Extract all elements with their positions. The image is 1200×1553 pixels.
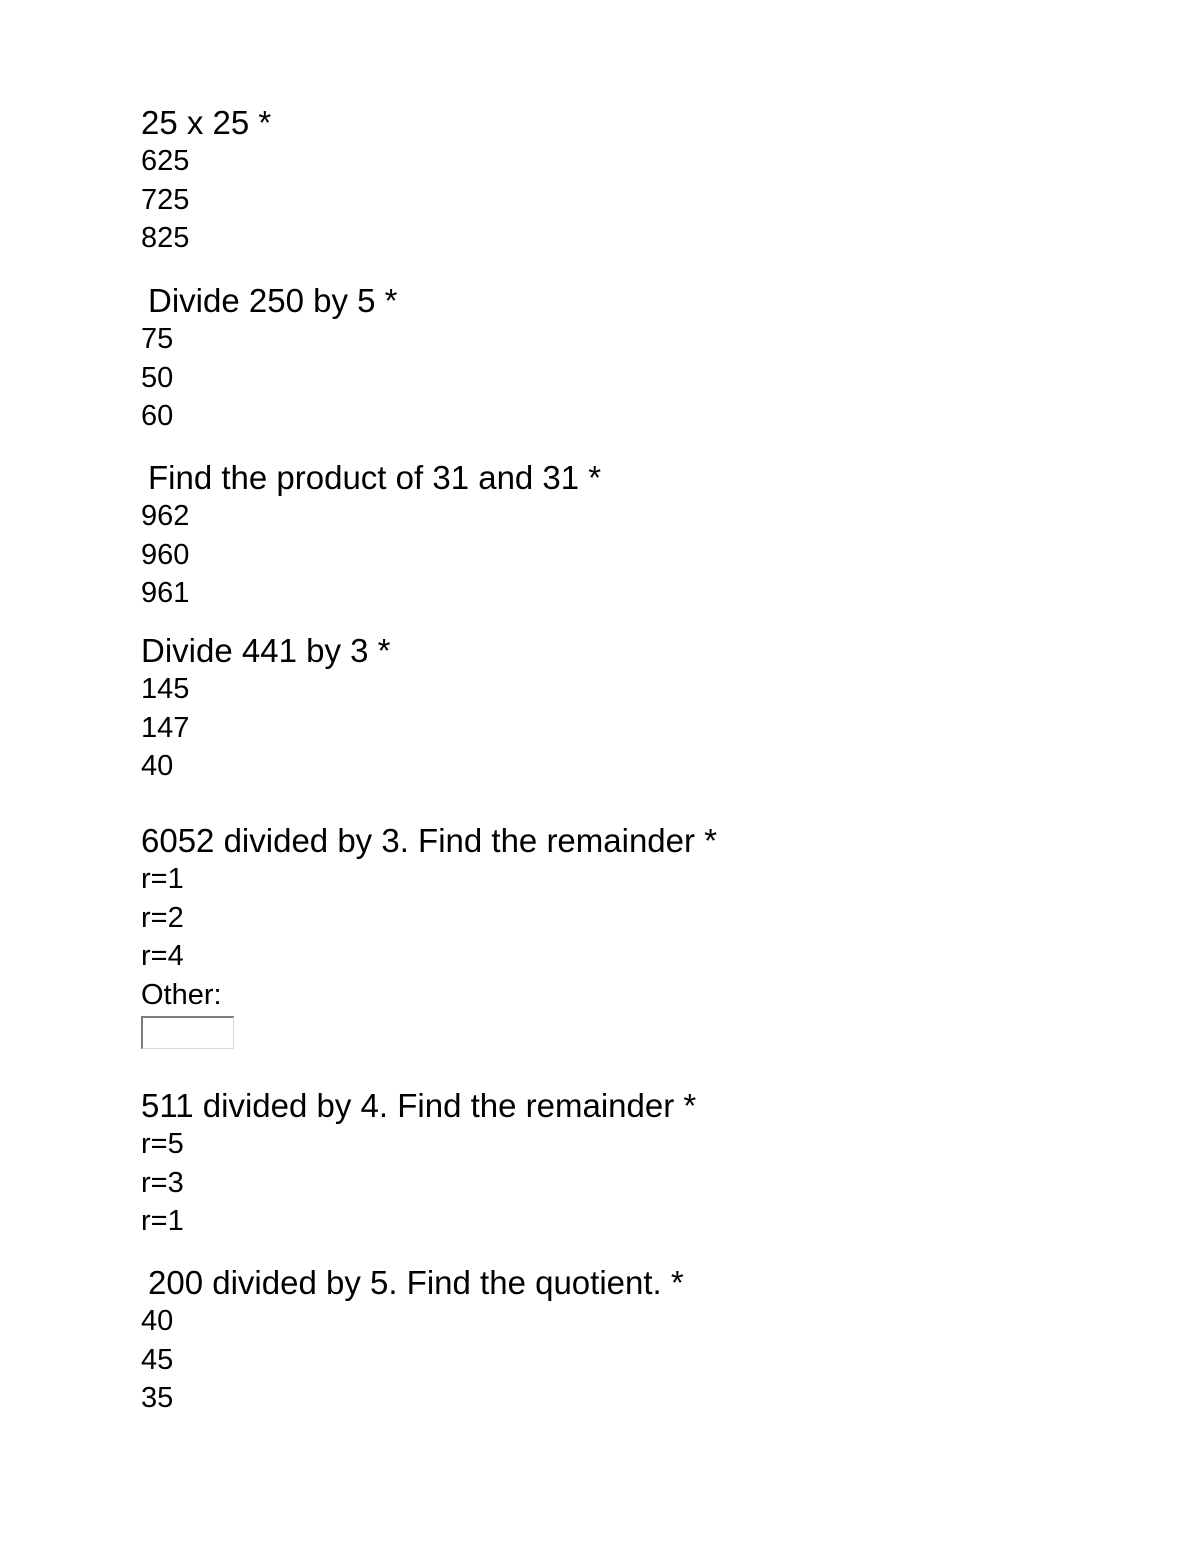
answer-option[interactable]: r=3 [141,1166,184,1199]
question-title: 25 x 25 * [141,104,272,141]
answer-option[interactable]: 75 [141,323,174,355]
answer-option[interactable]: r=4 [141,940,184,972]
other-text-field[interactable] [141,1016,234,1049]
answer-option[interactable]: r=5 [141,1128,184,1160]
question-title: Find the product of 31 and 31 * [148,459,602,496]
answer-option[interactable]: 960 [141,538,190,571]
answer-option[interactable]: 961 [141,577,190,609]
question-2 [141,282,1041,436]
answer-option[interactable]: 625 [141,145,190,177]
answer-option[interactable]: 725 [141,183,190,216]
question-6 [141,1087,1041,1241]
answer-option[interactable]: 45 [141,1343,174,1376]
answer-option[interactable]: 40 [141,1305,174,1337]
answer-option[interactable]: r=1 [141,1205,184,1237]
question-title: Divide 250 by 5 * [148,282,398,319]
answer-option[interactable]: 147 [141,711,190,744]
answer-option[interactable]: r=2 [141,901,184,934]
question-title: Divide 441 by 3 * [141,632,391,669]
answer-option[interactable]: 145 [141,673,190,705]
answer-option[interactable]: 962 [141,500,190,532]
question-7 [141,1264,1041,1418]
question-title: 6052 divided by 3. Find the remainder * [141,822,718,859]
answer-option[interactable]: 50 [141,361,174,394]
question-4 [141,632,1041,786]
question-title: 200 divided by 5. Find the quotient. * [148,1264,684,1301]
answer-option[interactable]: 40 [141,750,174,782]
question-title: 511 divided by 4. Find the remainder * [141,1087,697,1124]
answer-option[interactable]: 60 [141,400,174,432]
answer-option[interactable]: 825 [141,222,190,254]
answer-option[interactable]: r=1 [141,863,184,895]
other-option-label[interactable]: Other: [141,978,222,1011]
question-5 [141,822,1041,1049]
answer-option[interactable]: 35 [141,1382,174,1414]
question-1 [141,104,1041,258]
question-3 [141,459,1041,613]
